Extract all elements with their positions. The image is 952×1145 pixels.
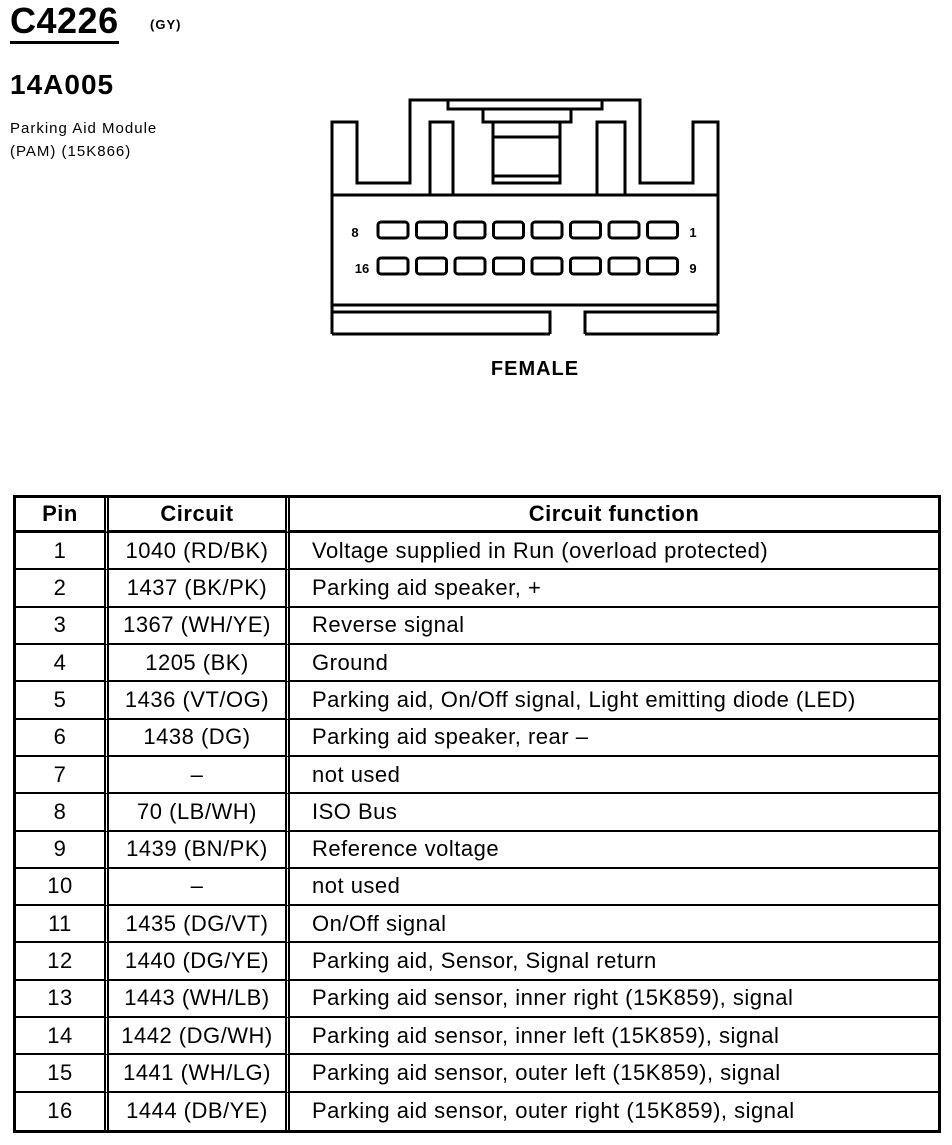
function-cell: Parking aid sensor, inner left (15K859), signal xyxy=(290,1018,938,1055)
function-cell: Reverse signal xyxy=(290,608,938,645)
module-reference: (PAM) (15K866) xyxy=(10,143,132,160)
pin-socket-9 xyxy=(648,258,678,274)
function-cell: Parking aid sensor, outer left (15K859), signal xyxy=(290,1055,938,1092)
circuit-cell: 70 (LB/WH) xyxy=(109,794,290,831)
pin-cell: 5 xyxy=(16,682,109,719)
circuit-cell: 1443 (WH/LB) xyxy=(109,981,290,1018)
pin-socket-4 xyxy=(532,222,562,238)
pin-cell: 14 xyxy=(16,1018,109,1055)
part-number: 14A005 xyxy=(10,69,115,100)
circuit-cell: 1437 (BK/PK) xyxy=(109,570,290,607)
pin-label-1: 1 xyxy=(689,225,697,240)
circuit-cell: 1205 (BK) xyxy=(109,645,290,682)
table-header-circuit: Circuit xyxy=(109,498,290,533)
pin-cell: 15 xyxy=(16,1055,109,1092)
circuit-cell: 1435 (DG/VT) xyxy=(109,906,290,943)
pin-socket-7 xyxy=(417,222,447,238)
pin-socket-10 xyxy=(609,258,639,274)
function-cell: not used xyxy=(290,869,938,906)
circuit-cell: – xyxy=(109,869,290,906)
pin-socket-14 xyxy=(455,258,485,274)
pin-cell: 3 xyxy=(16,608,109,645)
circuit-cell: 1440 (DG/YE) xyxy=(109,943,290,980)
pin-sockets xyxy=(378,222,678,274)
circuit-cell: 1442 (DG/WH) xyxy=(109,1018,290,1055)
pin-cell: 8 xyxy=(16,794,109,831)
pinout-table xyxy=(13,495,941,1133)
function-cell: Parking aid sensor, outer right (15K859), signal xyxy=(312,1098,795,1124)
table-header-function: Circuit function xyxy=(290,498,938,533)
connector-color-code: (GY) xyxy=(150,17,182,32)
function-cell: On/Off signal xyxy=(290,906,938,943)
function-cell: Parking aid speaker, rear – xyxy=(290,720,938,757)
circuit-cell: 1444 (DB/YE) xyxy=(109,1093,290,1130)
connector-diagram xyxy=(0,0,952,400)
pin-cell: 16 xyxy=(16,1093,109,1130)
pin-cell: 12 xyxy=(16,943,109,980)
pin-label-8: 8 xyxy=(351,225,359,240)
pin-label-16: 16 xyxy=(354,261,370,276)
pin-cell: 2 xyxy=(16,570,109,607)
pin-socket-2 xyxy=(609,222,639,238)
pin-socket-6 xyxy=(455,222,485,238)
pin-cell: 13 xyxy=(16,981,109,1018)
connector-id: C4226 xyxy=(10,3,119,44)
circuit-cell: 1436 (VT/OG) xyxy=(109,682,290,719)
pin-cell: 4 xyxy=(16,645,109,682)
pin-socket-1 xyxy=(648,222,678,238)
pin-cell: 10 xyxy=(16,869,109,906)
pin-label-9: 9 xyxy=(689,261,697,276)
pin-socket-16 xyxy=(378,258,408,274)
function-cell: Ground xyxy=(290,645,938,682)
pin-socket-15 xyxy=(417,258,447,274)
function-cell: Parking aid sensor, inner right (15K859), signal xyxy=(290,981,938,1018)
function-cell: Parking aid, On/Off signal, Light emitting diode (LED) xyxy=(290,682,938,719)
circuit-cell: 1441 (WH/LG) xyxy=(109,1055,290,1092)
function-cell: Reference voltage xyxy=(290,832,938,869)
pin-cell: 6 xyxy=(16,720,109,757)
connector-gender-label: FEMALE xyxy=(490,358,580,380)
function-cell: Parking aid speaker, + xyxy=(290,570,938,607)
pin-socket-8 xyxy=(378,222,408,238)
connector-housing xyxy=(332,100,718,334)
pin-cell: 9 xyxy=(16,832,109,869)
circuit-cell: – xyxy=(109,757,290,794)
circuit-cell: 1439 (BN/PK) xyxy=(109,832,290,869)
pin-cell: 1 xyxy=(16,533,109,570)
circuit-cell: 1367 (WH/YE) xyxy=(109,608,290,645)
function-cell: ISO Bus xyxy=(290,794,938,831)
table-header-pin: Pin xyxy=(16,498,109,533)
pin-socket-5 xyxy=(494,222,524,238)
circuit-cell: 1438 (DG) xyxy=(109,720,290,757)
pin-socket-11 xyxy=(571,258,601,274)
circuit-cell: 1040 (RD/BK) xyxy=(109,533,290,570)
pin-socket-12 xyxy=(532,258,562,274)
module-description: Parking Aid Module xyxy=(10,120,158,137)
function-cell: not used xyxy=(290,757,938,794)
function-cell: Voltage supplied in Run (overload protected) xyxy=(290,533,938,570)
pin-cell: 7 xyxy=(16,757,109,794)
pin-cell: 11 xyxy=(16,906,109,943)
function-cell: Parking aid, Sensor, Signal return xyxy=(290,943,938,980)
pin-socket-3 xyxy=(571,222,601,238)
pin-socket-13 xyxy=(494,258,524,274)
